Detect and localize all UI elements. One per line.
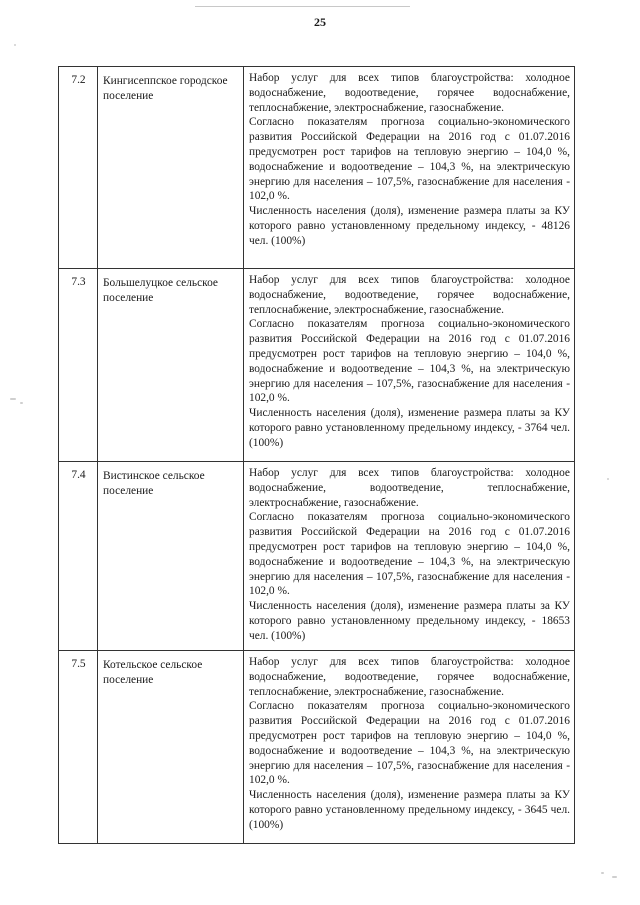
forecast-text: Согласно показателям прогноза социально-экономического развития Российской Федерации на 2016 год с 01.07.2016 предусмотрен рост тарифов на тепловую энергию – 104,0 %, водоснабжение и водоотведение – 104,3 %, на электрическую энергию для населения – 107,5%, газоснабжение для населения - 102,0 %.	[249, 318, 570, 405]
population-text: Численность населения (доля), изменение размера платы за КУ которого равно установленному предельному индексу, - 3764 чел. (100%)	[249, 407, 570, 449]
services-text: Набор услуг для всех типов благоустройства: холодное водоснабжение, водоотведение, горячее водоснабжение, теплоснабжение, электроснабжение, газоснабжение.	[249, 72, 570, 114]
scan-speck	[10, 398, 16, 400]
settlement-name: Вистинское сельское поселение	[98, 462, 244, 651]
page-number: 25	[314, 15, 326, 29]
description-cell	[244, 269, 575, 462]
scan-speck	[612, 876, 617, 878]
forecast-text: Согласно показателям прогноза социально-экономического развития Российской Федерации на 2016 год с 01.07.2016 предусмотрен рост тарифов на тепловую энергию – 104,0 %, водоснабжение и водоотведение – 104,3 %, на электрическую энергию для населения – 107,5%, газоснабжение для населения - 102,0 %.	[249, 116, 570, 203]
population-text: Численность населения (доля), изменение размера платы за КУ которого равно установленному предельному индексу, - 48126 чел. (100%)	[249, 205, 570, 247]
scan-speck	[607, 478, 609, 480]
settlements-table	[58, 66, 575, 844]
services-text: Набор услуг для всех типов благоустройства: холодное водоснабжение, водоотведение, горячее водоснабжение, теплоснабжение, электроснабжение, газоснабжение.	[249, 656, 570, 698]
table-row	[59, 269, 575, 462]
row-number: 7.3	[59, 269, 98, 462]
scan-speck	[14, 44, 16, 46]
forecast-text: Согласно показателям прогноза социально-экономического развития Российской Федерации на 2016 год с 01.07.2016 предусмотрен рост тарифов на тепловую энергию – 104,0 %, водоснабжение и водоотведение – 104,3 %, на электрическую энергию для населения – 107,5%, газоснабжение для населения - 102,0 %.	[249, 700, 570, 787]
top-scan-line	[195, 6, 410, 7]
population-text: Численность населения (доля), изменение размера платы за КУ которого равно установленному предельному индексу, - 3645 чел. (100%)	[249, 789, 570, 831]
description-cell	[244, 651, 575, 844]
description-cell	[244, 67, 575, 269]
services-text: Набор услуг для всех типов благоустройства: холодное водоснабжение, водоотведение, теплоснабжение, электроснабжение, газоснабжение.	[249, 467, 570, 509]
description-cell	[244, 462, 575, 651]
table-row	[59, 67, 575, 269]
settlement-name: Кингисеппское городское поселение	[98, 67, 244, 269]
scan-speck	[601, 872, 604, 874]
forecast-text: Согласно показателям прогноза социально-экономического развития Российской Федерации на 2016 год с 01.07.2016 предусмотрен рост тарифов на тепловую энергию – 104,0 %, водоснабжение и водоотведение – 104,3 %, на электрическую энергию для населения – 107,5%, газоснабжение для населения - 102,0 %.	[249, 511, 570, 598]
row-number: 7.4	[59, 462, 98, 651]
table-row	[59, 462, 575, 651]
settlement-name: Котельское сельское поселение	[98, 651, 244, 844]
population-text: Численность населения (доля), изменение размера платы за КУ которого равно установленному предельному индексу, - 18653 чел. (100%)	[249, 600, 570, 642]
table-row	[59, 651, 575, 844]
scan-speck	[20, 402, 23, 404]
settlement-name: Большелуцкое сельское поселение	[98, 269, 244, 462]
services-text: Набор услуг для всех типов благоустройства: холодное водоснабжение, водоотведение, горячее водоснабжение, теплоснабжение, электроснабжение, газоснабжение.	[249, 274, 570, 316]
row-number: 7.5	[59, 651, 98, 844]
row-number: 7.2	[59, 67, 98, 269]
